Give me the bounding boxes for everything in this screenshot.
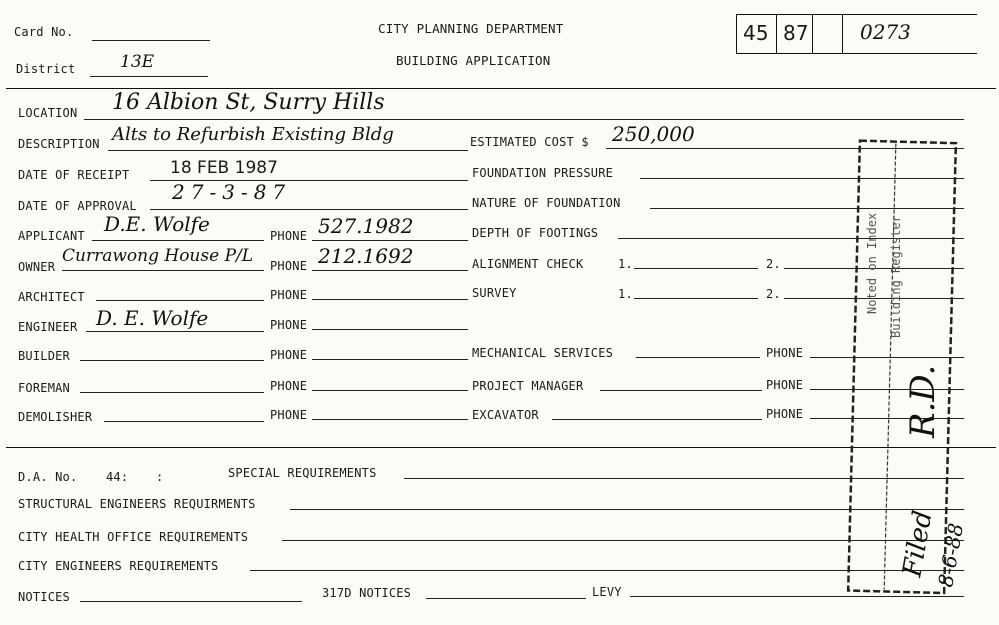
notices-label: NOTICES	[18, 590, 70, 604]
builder-phone-line	[312, 359, 468, 360]
date-approval-label: DATE OF APPROVAL	[18, 199, 137, 213]
foreman-label: FOREMAN	[18, 381, 70, 395]
mechanical-label: MECHANICAL SERVICES	[472, 346, 614, 360]
architect-label: ARCHITECT	[18, 290, 85, 304]
engineer-line	[86, 331, 264, 332]
foreman-phone-line	[312, 390, 468, 391]
owner-phone-label: PHONE	[270, 259, 308, 273]
da-label: D.A. No.	[18, 470, 78, 484]
builder-phone-label: PHONE	[270, 348, 308, 362]
ref-number-c: 0273	[860, 20, 911, 44]
survey-num-2: 2.	[766, 287, 781, 301]
reference-box	[736, 14, 977, 54]
owner-value: Currawong House P/L	[62, 246, 254, 266]
card-no-line	[92, 40, 210, 41]
stamp-divider	[884, 144, 896, 590]
alignment-line-1	[634, 268, 758, 269]
location-line	[84, 119, 964, 120]
survey-line-1	[634, 298, 758, 299]
special-requirements-label: SPECIAL REQUIREMENTS	[228, 466, 377, 480]
da-value: 44:	[106, 470, 129, 484]
applicant-line	[92, 240, 264, 241]
levy-label: LEVY	[592, 585, 622, 599]
mechanical-line	[636, 357, 760, 358]
project-manager-phone-label: PHONE	[766, 378, 804, 392]
location-label: LOCATION	[18, 106, 78, 120]
builder-label: BUILDER	[18, 349, 70, 363]
estimated-cost-value: 250,000	[612, 122, 695, 146]
mechanical-phone-label: PHONE	[766, 346, 804, 360]
owner-label: OWNER	[18, 260, 56, 274]
stamp-filed: Filed	[897, 508, 939, 580]
applicant-label: APPLICANT	[18, 229, 85, 243]
architect-phone-label: PHONE	[270, 288, 308, 302]
nature-foundation-label: NATURE OF FOUNDATION	[472, 196, 621, 210]
foreman-phone-label: PHONE	[270, 379, 308, 393]
estimated-cost-label: ESTIMATED COST $	[470, 135, 589, 149]
header-rule	[6, 88, 996, 89]
owner-phone-line	[312, 270, 468, 271]
demolisher-line	[104, 421, 264, 422]
applicant-phone-line	[312, 240, 468, 241]
engineer-label: ENGINEER	[18, 320, 78, 334]
engineer-phone-line	[312, 329, 468, 330]
excavator-label: EXCAVATOR	[472, 408, 539, 422]
demolisher-phone-line	[312, 419, 468, 420]
engineer-phone-label: PHONE	[270, 318, 308, 332]
foundation-pressure-label: FOUNDATION PRESSURE	[472, 166, 614, 180]
alignment-num-1: 1.	[618, 257, 633, 271]
ref-divider-2	[812, 14, 813, 54]
excavator-line	[552, 419, 762, 420]
da-colon: :	[156, 470, 164, 484]
date-approval-value: 27-3-87	[172, 180, 292, 204]
stamp-text-1: Noted on Index	[865, 212, 879, 314]
architect-line	[96, 300, 264, 301]
engineer-value: D. E. Wolfe	[96, 306, 209, 330]
demolisher-phone-label: PHONE	[270, 408, 308, 422]
card-no-label: Card No.	[14, 25, 74, 39]
alignment-check-label: ALIGNMENT CHECK	[472, 257, 584, 271]
owner-phone-value: 212.1692	[318, 244, 414, 268]
excavator-phone-label: PHONE	[766, 407, 804, 421]
notices-317-line	[426, 598, 586, 599]
applicant-value: D.E. Wolfe	[104, 212, 210, 236]
date-receipt-label: DATE OF RECEIPT	[18, 168, 130, 182]
description-label: DESCRIPTION	[18, 137, 100, 151]
district-value: 13E	[120, 52, 155, 72]
notices-317-label: 317D NOTICES	[322, 586, 412, 600]
depth-footings-label: DEPTH OF FOOTINGS	[472, 226, 599, 240]
health-label: CITY HEALTH OFFICE REQUIREMENTS	[18, 530, 249, 544]
ref-divider-1	[776, 14, 777, 54]
district-line	[90, 76, 208, 77]
foreman-line	[80, 392, 264, 393]
district-label: District	[16, 62, 76, 76]
survey-num-1: 1.	[618, 287, 633, 301]
city-engineers-label: CITY ENGINEERS REQUIREMENTS	[18, 559, 219, 573]
ref-number-a: 45	[743, 21, 769, 45]
owner-line	[62, 270, 264, 271]
ref-divider-3	[842, 14, 843, 54]
stamp-text-2: Building Register	[889, 215, 903, 338]
date-approval-line	[150, 209, 468, 210]
alignment-num-2: 2.	[766, 257, 781, 271]
date-receipt-value: 18 FEB 1987	[170, 158, 278, 178]
location-value: 16 Albion St, Surry Hills	[112, 90, 385, 115]
stamp-initials: R.D.	[903, 364, 943, 438]
structural-label: STRUCTURAL ENGINEERS REQUIRMENTS	[18, 497, 256, 511]
notices-line	[80, 601, 302, 602]
description-value: Alts to Refurbish Existing Bldg	[112, 124, 394, 145]
stamp-filed-date: 8-6-88	[933, 521, 969, 589]
survey-label: SURVEY	[472, 286, 517, 300]
applicant-phone-value: 527.1982	[318, 214, 414, 238]
project-manager-label: PROJECT MANAGER	[472, 379, 584, 393]
register-stamp	[848, 138, 968, 598]
department-title: CITY PLANNING DEPARTMENT	[378, 21, 564, 36]
applicant-phone-label: PHONE	[270, 229, 308, 243]
project-manager-line	[600, 390, 762, 391]
demolisher-label: DEMOLISHER	[18, 410, 93, 424]
architect-phone-line	[312, 299, 468, 300]
description-line	[108, 150, 468, 151]
builder-line	[80, 360, 264, 361]
ref-number-b: 87	[783, 21, 809, 45]
form-title: BUILDING APPLICATION	[396, 53, 551, 68]
